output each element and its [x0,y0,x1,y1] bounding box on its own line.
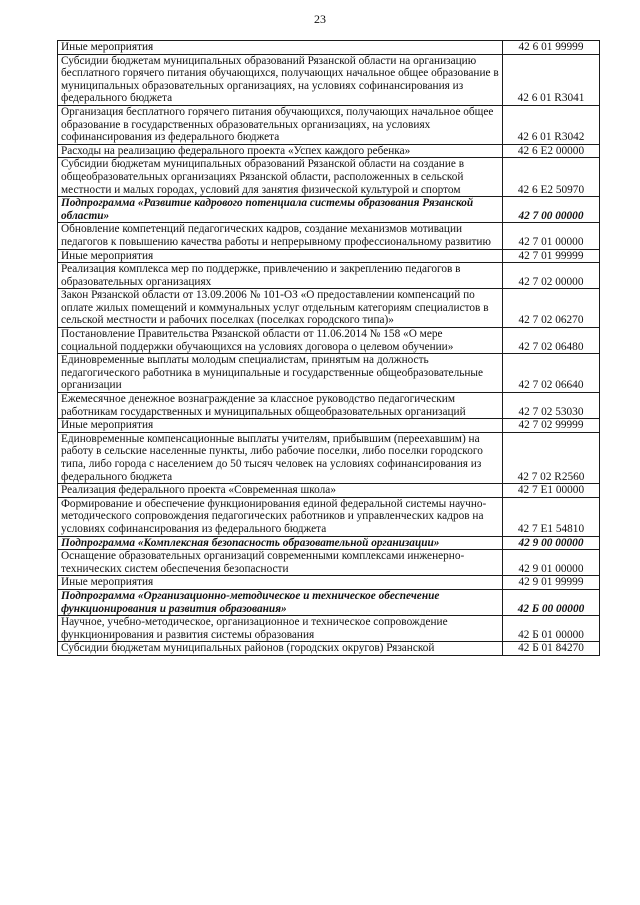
subprogram-row [58,197,600,223]
activity-name: Формирование и обеспечение функционирования единой федеральной системы научно-методического сопровождения педагогических работников и управленческих кадров на условиях софинансирования из федерального бюджета [61,497,487,535]
activity-name-cell [58,105,503,144]
classification-code: 42 7 02 06640 [503,354,600,393]
activity-name: Иные мероприятия [61,576,154,589]
activity-name-cell [58,484,503,498]
activity-name-cell [58,354,503,393]
classification-code: 42 9 00 00000 [503,536,600,550]
activity-name-cell [58,328,503,354]
table-row [58,432,600,483]
table-row [58,616,600,642]
classification-code: 42 7 02 06270 [503,289,600,328]
table-row [58,576,600,590]
table-row [58,105,600,144]
activity-name-cell [58,289,503,328]
subprogram-row [58,536,600,550]
classification-code: 42 6 E2 50970 [503,158,600,197]
activity-name: Организация бесплатного горячего питания обучающихся, получающих начальное общее образование в государственных образовательных организациях, на условиях софинансирования из федерального бюджета [61,105,494,144]
classification-code: 42 7 E1 00000 [503,484,600,498]
activity-name: Единовременные компенсационные выплаты учителям, прибывшим (переехавшим) на работу в сельские населенные пункты, либо рабочие поселки, либо поселки городского типа, либо города с населением до 50 тысяч человек на условиях софинансирования из федерального бюджета [61,432,483,483]
table-row [58,354,600,393]
classification-code: 42 7 02 99999 [503,419,600,433]
activity-name-cell [58,589,503,615]
activity-name-cell [58,419,503,433]
classification-code: 42 7 02 00000 [503,263,600,289]
table-row [58,144,600,158]
table-row [58,550,600,576]
activity-name-cell [58,197,503,223]
classification-code: 42 6 01 R3042 [503,105,600,144]
activity-name: Иные мероприятия [61,249,154,262]
activity-name-cell [58,497,503,536]
activity-name: Субсидии бюджетам муниципальных районов (городских округов) Рязанской [61,642,435,655]
activity-name-cell [58,432,503,483]
activity-name: Субсидии бюджетам муниципальных образований Рязанской области на организацию бесплатного горячего питания обучающихся, получающих начальное общее образование в муниципальных образовательных организациях, на условиях софинансирования из федерального бюджета [61,54,499,105]
activity-name: Иные мероприятия [61,419,154,432]
classification-code: 42 7 00 00000 [503,197,600,223]
activity-name-cell [58,223,503,249]
activity-name: Обновление компетенций педагогических кадров, создание механизмов мотивации педагогов к повышению качества работы и непрерывному профессиональному развитию [61,223,491,248]
activity-name-cell [58,642,503,656]
classification-code: 42 6 01 R3041 [503,54,600,105]
classification-code: 42 7 02 53030 [503,393,600,419]
activity-name: Постановление Правительства Рязанской области от 11.06.2014 № 158 «О мере социальной поддержки обучающихся на условиях договора о целевом обучении» [61,328,454,353]
activity-name-cell [58,158,503,197]
table-row [58,41,600,55]
table-body [58,41,600,656]
table-row [58,393,600,419]
page-number: 23 [314,12,326,26]
classification-code: 42 Б 00 00000 [503,589,600,615]
table-row [58,223,600,249]
activity-name: Реализация комплекса мер по поддержке, привлечению и закреплению педагогов в образовательных организациях [61,263,461,288]
table-row [58,484,600,498]
classification-code: 42 7 E1 54810 [503,497,600,536]
table-row [58,249,600,263]
table-row [58,642,600,656]
activity-name-cell [58,576,503,590]
activity-name: Ежемесячное денежное вознаграждение за классное руководство педагогическим работникам государственных и муниципальных общеобразовательных организаций [61,393,466,418]
activity-name: Подпрограмма «Комплексная безопасность образовательной организации» [61,536,440,549]
classification-code: 42 7 02 R2560 [503,432,600,483]
activity-name-cell [58,536,503,550]
table-row [58,419,600,433]
activity-name-cell [58,144,503,158]
activity-name-cell [58,249,503,263]
activity-name: Единовременные выплаты молодым специалистам, принятым на должность педагогического работника в муниципальные и государственные общеобразовательные организации [61,354,484,392]
activity-name: Субсидии бюджетам муниципальных образований Рязанской области на создание в общеобразовательных организациях Рязанской области, расположенных в сельской местности и малых городах, условий для занятия физической культурой и спортом [61,158,465,196]
activity-name-cell [58,550,503,576]
activity-name-cell [58,393,503,419]
classification-code: 42 9 01 00000 [503,550,600,576]
activity-name: Иные мероприятия [61,41,154,53]
activity-name: Расходы на реализацию федерального проекта «Успех каждого ребенка» [61,144,411,157]
table-row [58,54,600,105]
activity-name: Научное, учебно-методическое, организационное и техническое сопровождение функционирования и развития системы образования [61,616,448,641]
activity-name: Подпрограмма «Организационно-методическое и техническое обеспечение функционирования и развития образования» [61,589,440,615]
table-row [58,263,600,289]
activity-name-cell [58,41,503,55]
budget-classification-table [57,40,600,656]
classification-code: 42 Б 01 00000 [503,616,600,642]
activity-name-cell [58,616,503,642]
activity-name-cell [58,263,503,289]
subprogram-row [58,589,600,615]
table-row [58,158,600,197]
classification-code: 42 Б 01 84270 [503,642,600,656]
activity-name: Закон Рязанской области от 13.09.2006 № 101-ОЗ «О предоставлении компенсаций по оплате жилых помещений и коммунальных услуг отдельным категориям специалистов в сельской местности и рабочих поселках (поселках городского типа)» [61,289,489,327]
activity-name: Подпрограмма «Развитие кадрового потенциала системы образования Рязанской области» [61,197,474,222]
classification-code: 42 6 01 99999 [503,41,600,55]
activity-name-cell [58,54,503,105]
table-row [58,497,600,536]
table-row [58,289,600,328]
classification-code: 42 7 02 06480 [503,328,600,354]
table-row [58,328,600,354]
classification-code: 42 7 01 99999 [503,249,600,263]
classification-code: 42 7 01 00000 [503,223,600,249]
activity-name: Оснащение образовательных организаций современными комплексами инженерно-технических систем обеспечения безопасности [61,550,465,575]
activity-name: Реализация федерального проекта «Современная школа» [61,484,336,497]
classification-code: 42 6 E2 00000 [503,144,600,158]
classification-code: 42 9 01 99999 [503,576,600,590]
